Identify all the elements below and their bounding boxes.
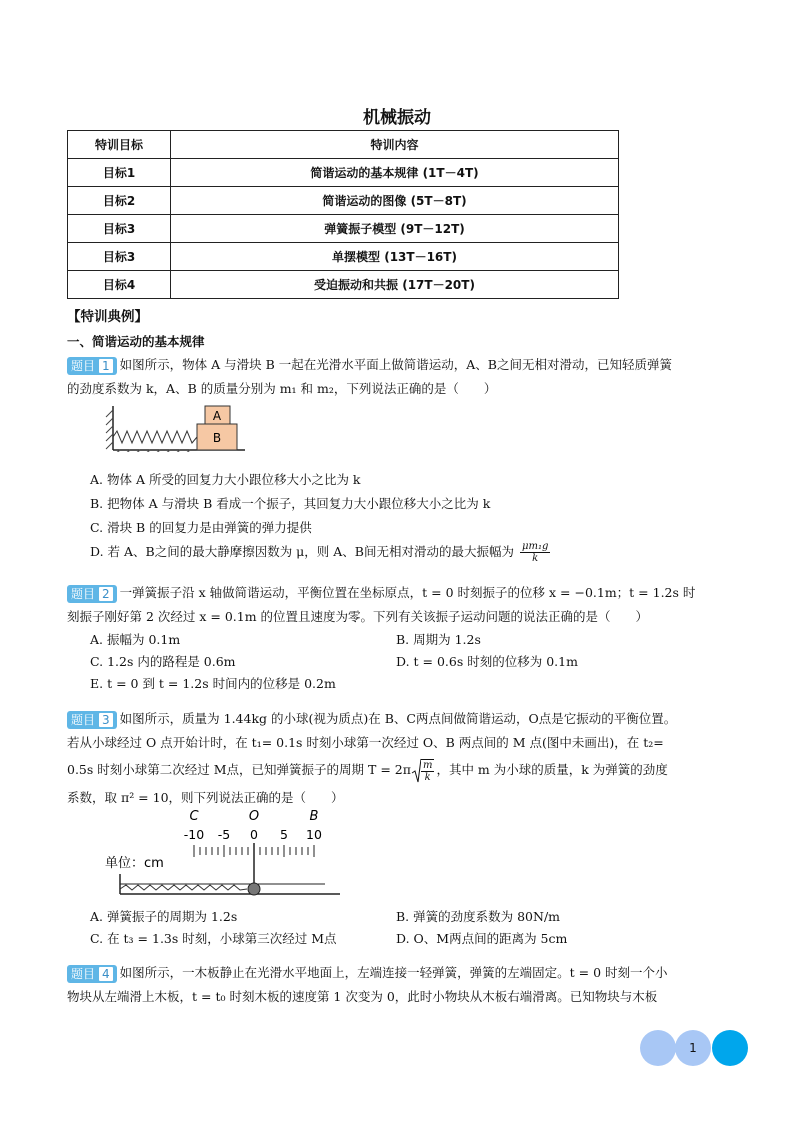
ball <box>248 883 260 895</box>
table-header: 特训目标 <box>68 131 171 159</box>
label-c: C <box>189 809 199 824</box>
q2-option-a: A. 振幅为 0.1m <box>90 632 181 647</box>
question-1-stem-1: 如图所示，物体 A 与滑块 B 一起在光滑水平面上做简谐运动，A、B之间无相对滑动，已知轻质弹簧 <box>119 357 672 372</box>
question-badge-label: 题目 <box>71 712 96 727</box>
question-badge <box>67 711 117 729</box>
question-3-line-3 <box>67 755 729 786</box>
table-cell: 目标3 <box>68 215 171 243</box>
question-3 <box>67 707 729 810</box>
question-3-line-1 <box>67 707 729 731</box>
wall-hatch <box>106 410 113 449</box>
question-4 <box>67 961 729 1009</box>
q1-option-d-text: D. 若 A、B之间的最大静摩擦因数为 μ，则 A、B间无相对滑动的最大振幅为 <box>90 544 514 559</box>
question-badge-label: 题目 <box>71 966 96 981</box>
table-cell: 简谐运动的基本规律 (1T－4T) <box>171 159 619 187</box>
q3-option-d: D. O、M两点间的距离为 5cm <box>396 931 568 946</box>
question-badge <box>67 357 117 375</box>
block-b-label: B <box>212 431 222 445</box>
q2-option-d: D. t = 0.6s 时刻的位移为 0.1m <box>396 654 578 669</box>
fraction <box>421 759 434 783</box>
fraction-denominator: k <box>424 772 431 783</box>
question-badge <box>67 585 117 603</box>
tick-label: -10 <box>183 827 205 842</box>
table-row <box>68 187 619 215</box>
goals-table <box>67 130 619 299</box>
question-3-stem-3-end: ，其中 m 为小球的质量，k 为弹簧的劲度 <box>436 762 668 777</box>
q2-option-c: C. 1.2s 内的路程是 0.6m <box>90 654 236 669</box>
table-cell: 目标3 <box>68 243 171 271</box>
question-2-stem-2: 刻振子刚好第 2 次经过 x = 0.1m 的位置且速度为零。下列有关该振子运动问题的说法正确的是（ ） <box>67 609 649 624</box>
question-4-stem-2: 物块从左端滑上木板，t = t₀ 时刻木板的速度第 1 次变为 0，此时小物块从木板右端滑离。已知物块与木板 <box>67 989 658 1004</box>
page-decoration-dot <box>712 1030 748 1066</box>
tick-label: 10 <box>306 827 322 842</box>
label-o: O <box>248 809 260 824</box>
question-3-stem-3: 0.5s 时刻小球第二次经过 M点，已知弹簧振子的周期 T = 2π <box>67 762 411 777</box>
sqrt-sign <box>411 758 421 784</box>
table-header-row <box>68 131 619 159</box>
fraction-numerator: m <box>422 760 433 771</box>
table-cell: 目标1 <box>68 159 171 187</box>
subsection-heading: 一、简谐运动的基本规律 <box>67 334 205 349</box>
block-a-label: A <box>212 409 222 423</box>
tick-label: -5 <box>217 827 231 842</box>
q1-option-b: B. 把物体 A 与滑块 B 看成一个振子，其回复力大小跟位移大小之比为 k <box>90 496 491 511</box>
fraction-numerator: μm₁g <box>521 541 549 552</box>
question-number: 2 <box>98 586 114 602</box>
question-badge-label: 题目 <box>71 586 96 601</box>
page-number: 1 <box>675 1030 711 1066</box>
spring-block-figure <box>100 402 250 452</box>
question-number: 4 <box>98 966 114 982</box>
fraction-denominator: k <box>532 553 539 564</box>
spring <box>113 431 197 443</box>
q1-option-a: A. 物体 A 所受的回复力大小跟位移大小之比为 k <box>90 472 361 487</box>
table-row <box>68 215 619 243</box>
section-heading: 【特训典例】 <box>67 309 148 325</box>
question-2-line-1 <box>67 581 729 605</box>
sqrt-expression <box>411 756 436 786</box>
question-4-stem-1: 如图所示，一木板静止在光滑水平地面上，左端连接一轻弹簧，弹簧的左端固定。t = 0 时刻一个小 <box>119 965 668 980</box>
q1-option-c: C. 滑块 B 的回复力是由弹簧的弹力提供 <box>90 520 312 535</box>
tick-label: 5 <box>280 827 288 842</box>
q2-option-b: B. 周期为 1.2s <box>396 632 481 647</box>
question-4-line-1 <box>67 961 729 985</box>
unit-label: 单位：cm <box>105 856 164 871</box>
question-1-stem-2: 的劲度系数为 k，A、B 的质量分别为 m₁ 和 m₂，下列说法正确的是（ ） <box>67 381 497 396</box>
q3-option-a: A. 弹簧振子的周期为 1.2s <box>90 909 238 924</box>
question-number: 3 <box>98 712 114 728</box>
question-badge-label: 题目 <box>71 358 96 373</box>
table-row <box>68 243 619 271</box>
label-b: B <box>309 809 319 824</box>
tick-label: 0 <box>250 827 258 842</box>
table-cell: 简谐运动的图像 (5T－8T) <box>171 187 619 215</box>
table-cell: 目标2 <box>68 187 171 215</box>
question-1 <box>67 353 729 401</box>
q2-option-e: E. t = 0 到 t = 1.2s 时间内的位移是 0.2m <box>90 676 336 691</box>
page-title: 机械振动 <box>363 108 431 128</box>
table-cell: 目标4 <box>68 271 171 299</box>
question-number: 1 <box>98 358 114 374</box>
table-row <box>68 271 619 299</box>
q3-option-c: C. 在 t₃ = 1.3s 时刻，小球第三次经过 M点 <box>90 931 337 946</box>
table-cell: 单摆模型 (13T－16T) <box>171 243 619 271</box>
question-2-stem-1: 一弹簧振子沿 x 轴做简谐运动，平衡位置在坐标原点，t = 0 时刻振子的位移 x = −0.1m；t = 1.2s 时 <box>119 585 696 600</box>
question-3-stem-4: 系数，取 π² = 10，则下列说法正确的是（ ） <box>67 789 344 805</box>
table-cell: 弹簧振子模型 (9T－12T) <box>171 215 619 243</box>
ruler-spring-figure <box>95 806 355 901</box>
q3-option-b: B. 弹簧的劲度系数为 80N/m <box>396 909 561 924</box>
spring <box>120 885 247 890</box>
fraction <box>520 541 550 564</box>
question-3-stem-1: 如图所示，质量为 1.44kg 的小球(视为质点)在 B、C两点间做简谐运动，O点是它振动的平衡位置。 <box>119 711 677 726</box>
table-cell: 受迫振动和共振 (17T－20T) <box>171 271 619 299</box>
page-decoration-dot <box>640 1030 676 1066</box>
q1-option-d <box>90 541 552 564</box>
table-header: 特训内容 <box>171 131 619 159</box>
question-2 <box>67 581 729 629</box>
question-badge <box>67 965 117 983</box>
question-3-stem-2: 若从小球经过 O 点开始计时，在 t₁= 0.1s 时刻小球第一次经过 O、B 两点间的 M 点(图中未画出)，在 t₂= <box>67 735 664 750</box>
table-row <box>68 159 619 187</box>
question-1-line-1 <box>67 353 729 377</box>
